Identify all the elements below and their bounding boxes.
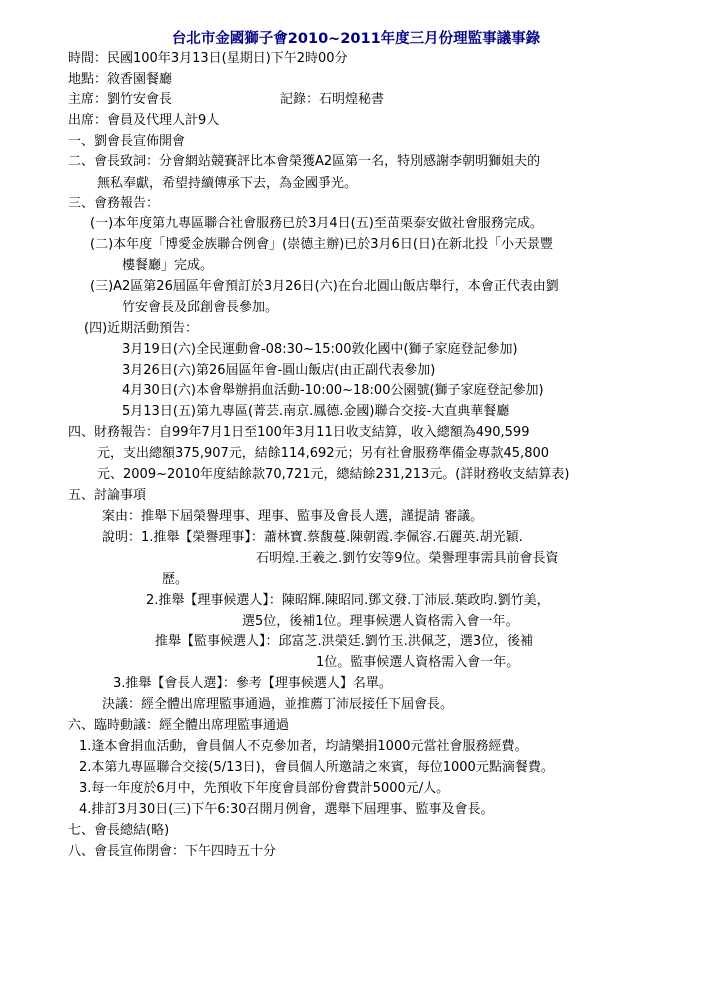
meeting-time: 時間：民國100年3月13日(星期日)下午2時00分 (68, 51, 348, 66)
meeting-chair: 主席：劉竹安會長 (68, 92, 173, 107)
item-two-line1: 二、會長致詞：分會網站競賽評比本會榮獲A2區第一名，特別感謝李朝明獅姐夫的 (68, 154, 541, 169)
finance-line2: 元，支出總額375,907元，結餘114,692元；另有社會服務準備金專款45,800 (97, 446, 550, 461)
report-2-line2: 樓餐廳」完成。 (122, 258, 214, 273)
motion-1: 1.逢本會捐血活動，會員個人不克參加者，均請樂捐1000元當社會服務經費。 (79, 739, 528, 754)
finance-line1: 四、財務報告：自99年7月1日至100年3月11日收支結算，收入總額為490,599 (68, 425, 530, 440)
item-eight: 八、會長宣佈閉會：下午四時五十分 (68, 844, 277, 859)
discussion-supervisor-line2: 1位。監事候選人資格需入會一年。 (316, 655, 520, 670)
meeting-attendance: 出席：會員及代理人計9人 (68, 113, 220, 128)
discussion-desc-1-line1: 說明：1.推舉【榮譽理事】：蕭林寶.蔡馥蔓.陳朝霞.李佩容.石麗英.胡光穎. (102, 530, 523, 545)
finance-line3: 元、2009~2010年度結餘款70,721元，總結餘231,213元。(詳財務收支結算表) (97, 467, 570, 482)
discussion-desc-2-line1: 2.推舉【理事候選人】：陳昭輝.陳昭同.鄧文發.丁沛辰.葉政昀.劉竹美， (146, 593, 550, 608)
motion-2: 2.本第九專區聯合交接(5/13日)，會員個人所邀請之來賓，每位1000元點滴餐費。 (79, 760, 554, 775)
meeting-place: 地點：敘香園餐廳 (68, 72, 173, 87)
discussion-supervisor-line1: 推舉【監事候選人】：邱富芝.洪榮廷.劉竹玉.洪佩芝，選3位，後補 (155, 634, 534, 649)
report-3-line1: (三)A2區第26屆區年會預訂於3月26日(六)在台北圓山飯店舉行，本會正代表由劉 (90, 279, 559, 294)
discussion-desc-1-line3: 歷。 (162, 572, 189, 587)
event-1: 3月19日(六)全民運動會-08:30~15:00敦化國中(獅子家庭登記參加) (122, 342, 518, 357)
discussion-desc-2-line2: 選5位，後補1位。理事候選人資格需入會一年。 (242, 614, 519, 629)
discussion-case: 案由：推舉下屆榮譽理事、理事、監事及會長人選，謹提請 審議。 (102, 509, 484, 524)
meeting-recorder: 記錄：石明煌秘書 (280, 92, 385, 107)
report-1: (一)本年度第九專區聯合社會服務已於3月4日(五)至苗栗泰安做社會服務完成。 (90, 216, 543, 231)
item-seven: 七、會長總結(略) (68, 823, 170, 838)
report-4: (四)近期活動預告： (84, 321, 199, 336)
motion-4: 4.排訂3月30日(三)下午6:30召開月例會，選舉下屆理事、監事及會長。 (79, 802, 494, 817)
report-2-line1: (二)本年度「博愛金族聯合例會」(崇德主辦)已於3月6日(日)在新北投「小天景豐 (90, 237, 553, 252)
item-five: 五、討論事項 (68, 488, 147, 503)
event-2: 3月26日(六)第26屆區年會-圓山飯店(由正副代表參加) (122, 363, 436, 378)
discussion-desc-1-line2: 石明煌.王羲之.劉竹安等9位。榮譽理事需具前會長資 (256, 551, 559, 566)
motion-3: 3.每一年度於6月中，先預收下年度會員部份會費計5000元/人。 (79, 781, 450, 796)
item-one: 一、劉會長宣佈開會 (68, 134, 186, 149)
document-title: 台北市金國獅子會2010~2011年度三月份理監事議事錄 (171, 31, 541, 47)
item-six: 六、臨時動議：經全體出席理監事通過 (68, 718, 290, 733)
item-two-line2: 無私奉獻，希望持續傳承下去，為金國爭光。 (97, 176, 358, 191)
event-3: 4月30日(六)本會舉辦捐血活動-10:00~18:00公園號(獅子家庭登記參加) (122, 383, 544, 398)
discussion-desc-3: 3.推舉【會長人選】：參考【理事候選人】名單。 (113, 676, 392, 691)
discussion-resolution: 決議：經全體出席理監事通過，並推薦丁沛辰接任下屆會長。 (102, 697, 454, 712)
report-3-line2: 竹安會長及邱創會長參加。 (122, 300, 279, 315)
event-4: 5月13日(五)第九專區(菁芸.南京.鳳德.金國)聯合交接-大直典華餐廳 (122, 404, 510, 419)
item-three: 三、會務報告： (68, 196, 160, 211)
